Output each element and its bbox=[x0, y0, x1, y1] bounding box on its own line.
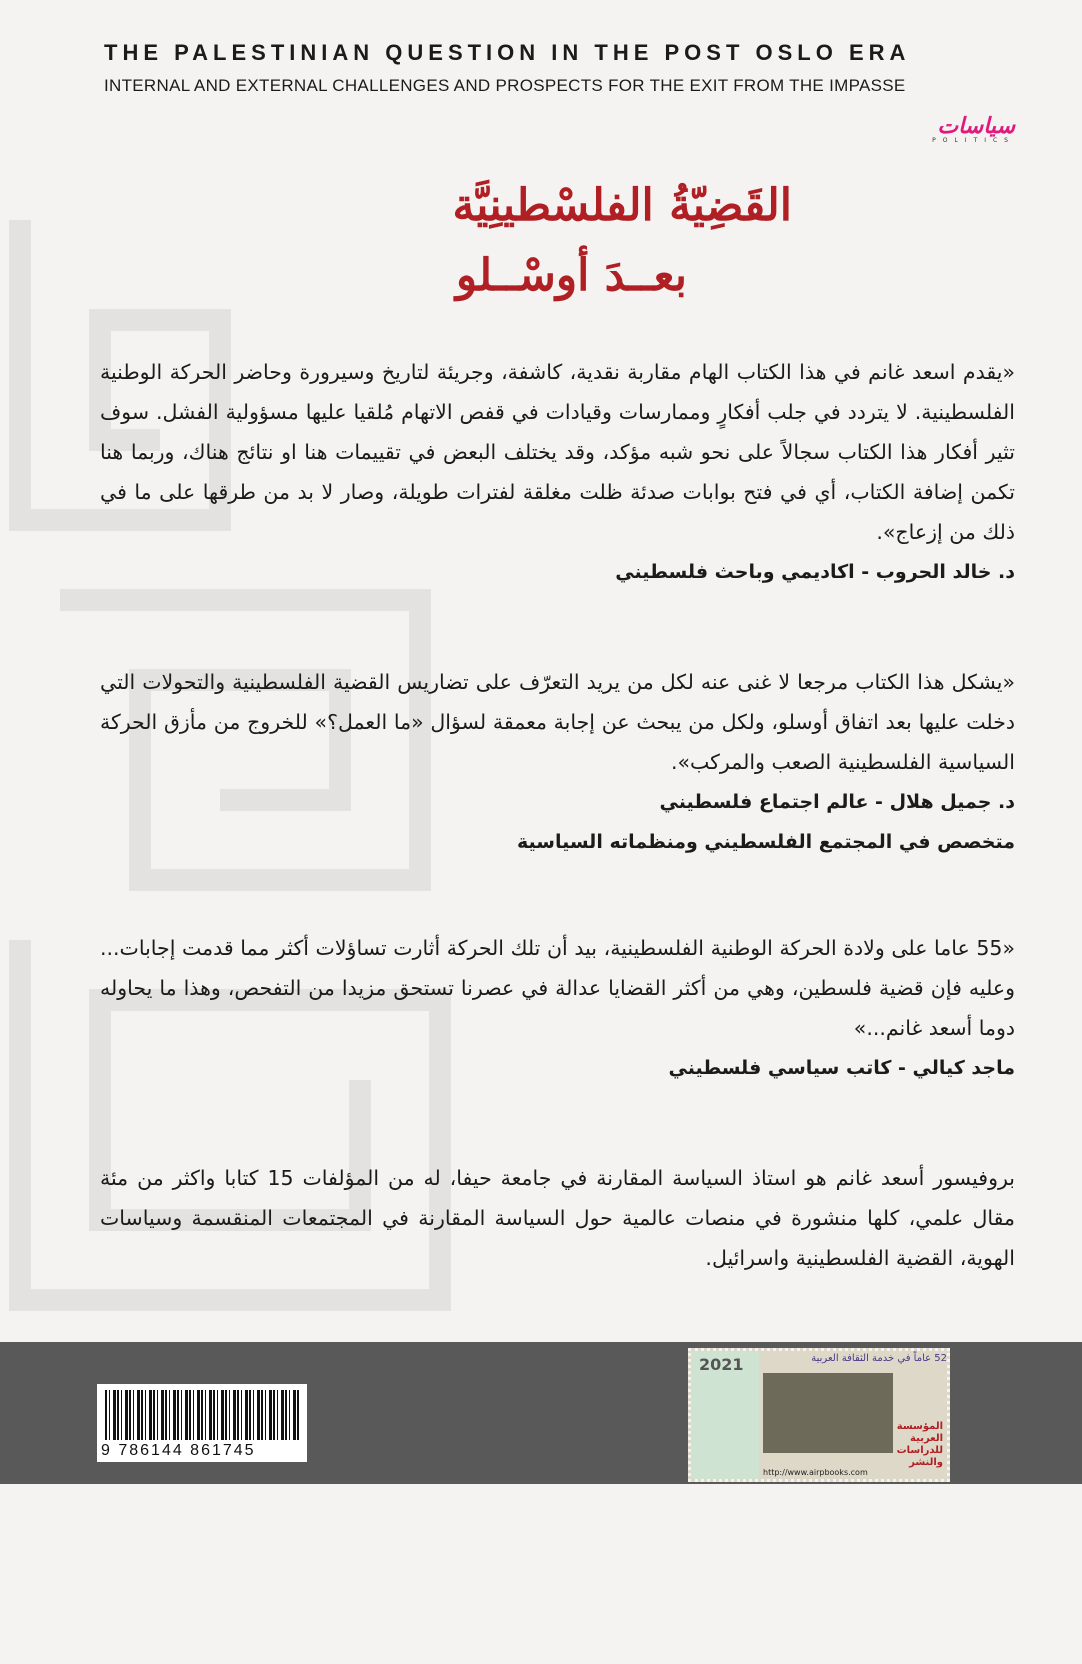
stamp-publisher: المؤسسة العربية للدراسات والنشر bbox=[896, 1421, 943, 1468]
author-bio bbox=[100, 1158, 1015, 1278]
bio-text: بروفيسور أسعد غانم هو استاذ السياسة المقارنة في جامعة حيفا، له من المؤلفات 15 كتابا واكثر من مئة مقال علمي، كلها منشورة في منصات عالمية حول السياسة المقارنة في المجتمعات المنقسمة وسياسات الهوية، القضية الفلسطينية واسرائيل. bbox=[100, 1166, 1015, 1270]
quote-author-title: متخصص في المجتمع الفلسطيني ومنظماته السياسية bbox=[517, 831, 1015, 853]
quote-text: «يقدم اسعد غانم في هذا الكتاب الهام مقاربة نقدية، كاشفة، وجريئة لتاريخ وسيرورة وحاضر الحركة الوطنية الفلسطينية. لا يتردد في جلب أفكارٍ وممارسات وقيادات في قفص الاتهام مُلقيا عليها مسؤولية الفشل. سوف تثير أفكار هذا الكتاب سجالاً على نحو شبه مؤكد، وقد يختلف البعض في تقييمات هنا او نتائج هناك، وربما هنا تكمن إضافة الكتاب، أي في فتح بوابات صدئة ظلت مغلقة لفترات طويلة، وصار لا بد من طرقها على ما في ذلك من إزعاج». bbox=[100, 360, 1015, 544]
quote-author: ماجد كيالي - كاتب سياسي فلسطيني bbox=[668, 1057, 1015, 1079]
barcode-bars bbox=[105, 1390, 299, 1440]
quote-text: «55 عاما على ولادة الحركة الوطنية الفلسطينية، بيد أن تلك الحركة أثارت تساؤلات أكثر مما قدمت إجابات... وعليه فإن قضية فلسطين، وهي من أكثر القضايا عدالة في عصرنا تستحق مزيدا من التفحص، وهذا ما يحاوله دوما أسعد غانم...» bbox=[100, 936, 1015, 1040]
publisher-series-logo bbox=[895, 113, 1015, 144]
stamp-banner: 52 عاماً في خدمة الثقافة العربية bbox=[811, 1353, 947, 1364]
isbn-number: 9 786144 861745 bbox=[101, 1442, 256, 1459]
arabic-title-line-1: القَضِيّةُ الفلسْطينِيَّة bbox=[452, 180, 792, 231]
logo-mark: سياسات bbox=[937, 113, 1015, 138]
quote-2 bbox=[100, 662, 1015, 862]
quote-author: د. جميل هلال - عالم اجتماع فلسطيني bbox=[659, 791, 1015, 813]
publisher-stamp bbox=[688, 1348, 950, 1482]
stamp-portrait-image bbox=[763, 1373, 893, 1453]
quote-3 bbox=[100, 928, 1015, 1088]
isbn-barcode bbox=[97, 1384, 307, 1462]
english-title: THE PALESTINIAN QUESTION IN THE POST OSLO ERA bbox=[104, 40, 911, 65]
english-subtitle: INTERNAL AND EXTERNAL CHALLENGES AND PROSPECTS FOR THE EXIT FROM THE IMPASSE bbox=[104, 76, 906, 95]
stamp-url: http://www.airpbooks.com bbox=[763, 1468, 868, 1477]
quote-author: د. خالد الحروب - اكاديمي وباحث فلسطيني bbox=[615, 561, 1015, 583]
arabic-title-line-2: بعــدَ أوسْــلو bbox=[455, 250, 687, 301]
quote-text: «يشكل هذا الكتاب مرجعا لا غنى عنه لكل من يريد التعرّف على تضاريس القضية الفلسطينية والتحولات التي دخلت عليها بعد اتفاق أوسلو، ولكل من يبحث عن إجابة معمقة لسؤال «ما العمل؟» للخروج من مأزق الحركة السياسية الفلسطينية الصعب والمركب». bbox=[100, 670, 1015, 774]
logo-subtext: POLITICS bbox=[932, 137, 1015, 144]
stamp-year: 2021 bbox=[699, 1355, 744, 1374]
quote-1 bbox=[100, 352, 1015, 592]
